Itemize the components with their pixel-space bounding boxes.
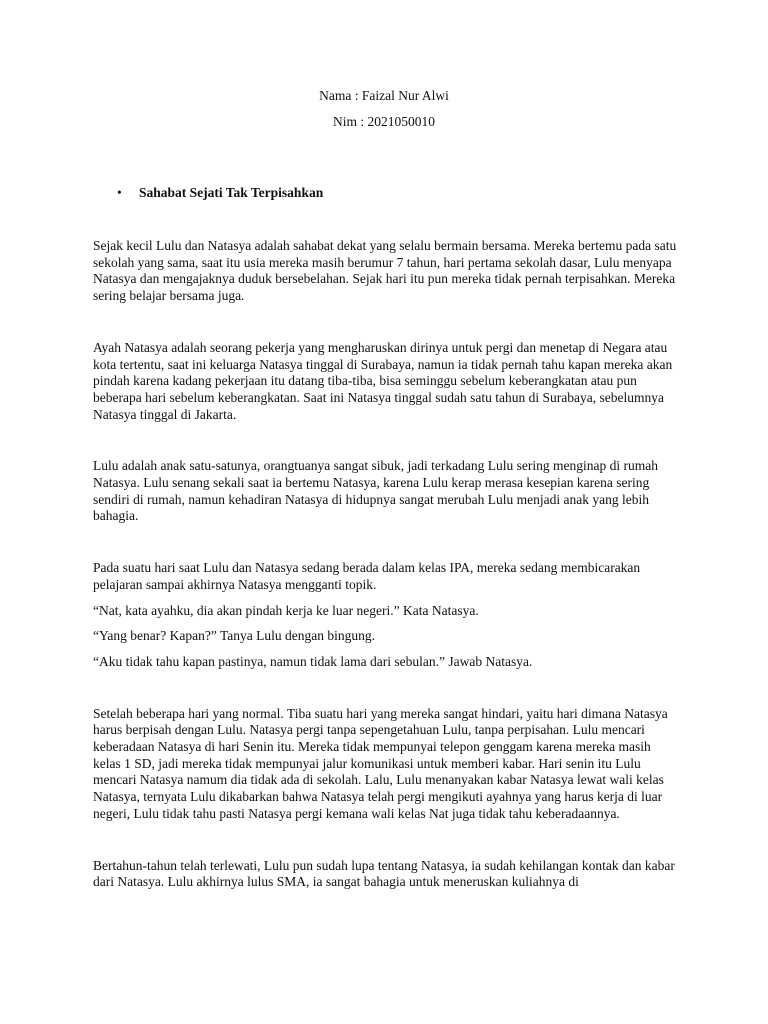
dialogue-line: “Aku tidak tahu kapan pastinya, namun tidak lama dari sebulan.” Jawab Natasya. [93, 653, 533, 669]
bullet-icon: • [117, 185, 122, 200]
dialogue-line: “Nat, kata ayahku, dia akan pindah kerja ke luar negeri.” Kata Natasya. [93, 602, 479, 618]
dialogue-line: “Yang benar? Kapan?” Tanya Lulu dengan bingung. [93, 628, 375, 644]
paragraph: Lulu adalah anak satu-satunya, orangtuanya sangat sibuk, jadi terkadang Lulu sering menginap di rumah Natasya. Lulu senang sekali saat ia bertemu Natasya, karena Lulu kerap merasa kesepian karena sering sendiri di rumah, namun kehadiran Natasya di hidupnya sangat merubah Lulu menjadi anak yang lebih bahagia. [93, 458, 658, 524]
paragraph: Setelah beberapa hari yang normal. Tiba suatu hari yang mereka sangat hindari, yaitu hari dimana Natasya harus berpisah dengan Lulu. Natasya pergi tanpa sepengetahuan Lulu, tanpa perpisahan. Lulu mencari keberadaan Natasya di hari Senin itu. Mereka tidak mempunyai telepon genggam karena mereka masih kelas 1 SD, jadi mereka tidak mempunyai jalur komunikasi untuk memberi kabar. Hari senin itu Lulu mencari Natasya namum dia tidak ada di sekolah. Lalu, Lulu menanyakan kabar Natasya lewat wali kelas Natasya, ternyata Lulu dikabarkan bahwa Natasya telah pergi mengikuti ayahnya yang harus kerja di luar negeri, Lulu tidak tahu pasti Natasya pergi kemana wali kelas Nat juga tidak tahu keberadaannya. [93, 705, 668, 821]
author-name-line: Nama : Faizal Nur Alwi [319, 88, 449, 103]
story-heading [117, 185, 323, 201]
paragraph: Sejak kecil Lulu dan Natasya adalah sahabat dekat yang selalu bermain bersama. Mereka bertemu pada satu sekolah yang sama, saat itu usia mereka masih berumur 7 tahun, hari pertama sekolah dasar, Lulu menyapa Natasya dan mengajaknya duduk bersebelahan. Sejak hari itu pun mereka tidak pernah terpisahkan. Mereka sering belajar bersama juga. [93, 238, 677, 304]
story-title: Sahabat Sejati Tak Terpisahkan [139, 185, 324, 200]
paragraph: Bertahun-tahun telah terlewati, Lulu pun sudah lupa tentang Natasya, ia sudah kehilangan kontak dan kabar dari Natasya. Lulu akhirnya lulus SMA, ia sangat bahagia untuk meneruskan kuliahnya di [93, 857, 675, 890]
student-id-line: Nim : 2021050010 [332, 114, 435, 129]
story-body [93, 238, 677, 891]
paragraph: Pada suatu hari saat Lulu dan Natasya sedang berada dalam kelas IPA, mereka sedang membicarakan pelajaran sampai akhirnya Natasya mengganti topik. [93, 560, 641, 592]
paragraph: Ayah Natasya adalah seorang pekerja yang mengharuskan dirinya untuk pergi dan menetap di Negara atau kota tertentu, saat ini keluarga Natasya tinggal di Surabaya, namun ia tidak pernah tahu kapan mereka akan pindah karena kadang pekerjaan itu datang tiba-tiba, bisa seminggu sebelum keberangkatan atau pun beberapa hari sebelum keberangkatan. Saat ini Natasya tinggal sudah satu tahun di Surabaya, sebelumnya Natasya tinggal di Jakarta. [93, 339, 673, 422]
